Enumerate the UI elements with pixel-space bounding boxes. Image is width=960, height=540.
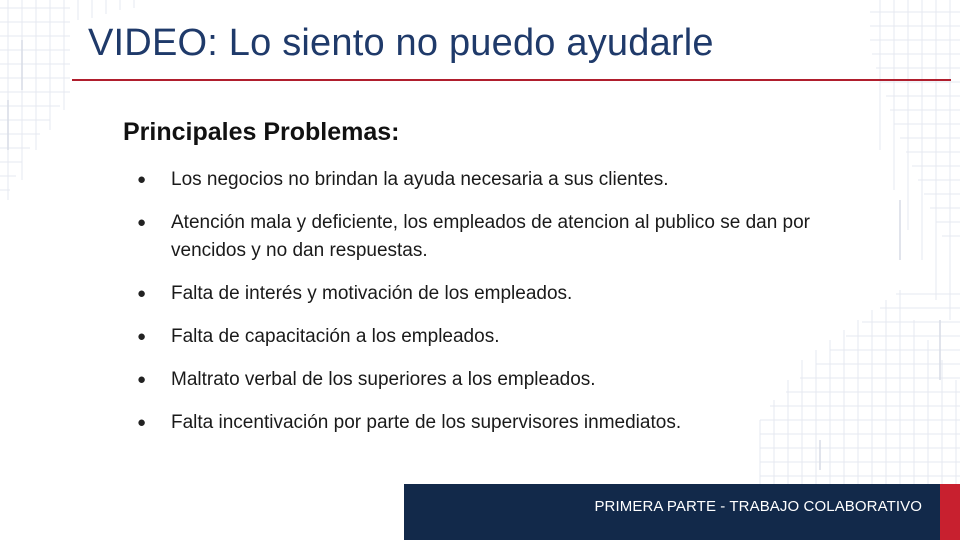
title-underline <box>72 79 951 81</box>
list-item <box>137 209 877 265</box>
bullet-icon: ● <box>137 214 147 231</box>
list-item <box>137 280 877 308</box>
section-heading: Principales Problemas: <box>123 118 400 146</box>
list-item-text: Falta incentivación por parte de los supervisores inmediatos. <box>171 412 682 433</box>
list-item-text: Los negocios no brindan la ayuda necesaria a sus clientes. <box>171 169 669 190</box>
list-item <box>137 166 877 194</box>
list-item <box>137 366 877 394</box>
list-item <box>137 323 877 351</box>
footer-text: PRIMERA PARTE - TRABAJO COLABORATIVO <box>594 498 922 515</box>
list-item <box>137 409 877 437</box>
list-item-text: Falta de capacitación a los empleados. <box>171 326 500 347</box>
list-item-text: Atención mala y deficiente, los empleados de atencion al publico se dan por vencidos y no dan respuestas. <box>171 212 811 261</box>
bullet-icon: ● <box>137 371 147 388</box>
slide-title: VIDEO: Lo siento no puedo ayudarle <box>88 22 714 64</box>
list-item-text: Falta de interés y motivación de los empleados. <box>171 283 573 304</box>
bullet-icon: ● <box>137 414 147 431</box>
footer-accent <box>940 484 960 540</box>
bullet-icon: ● <box>137 328 147 345</box>
bullet-icon: ● <box>137 285 147 302</box>
bullet-icon: ● <box>137 171 147 188</box>
footer-bar <box>404 484 940 540</box>
problem-list <box>137 166 877 452</box>
list-item-text: Maltrato verbal de los superiores a los empleados. <box>171 369 596 390</box>
